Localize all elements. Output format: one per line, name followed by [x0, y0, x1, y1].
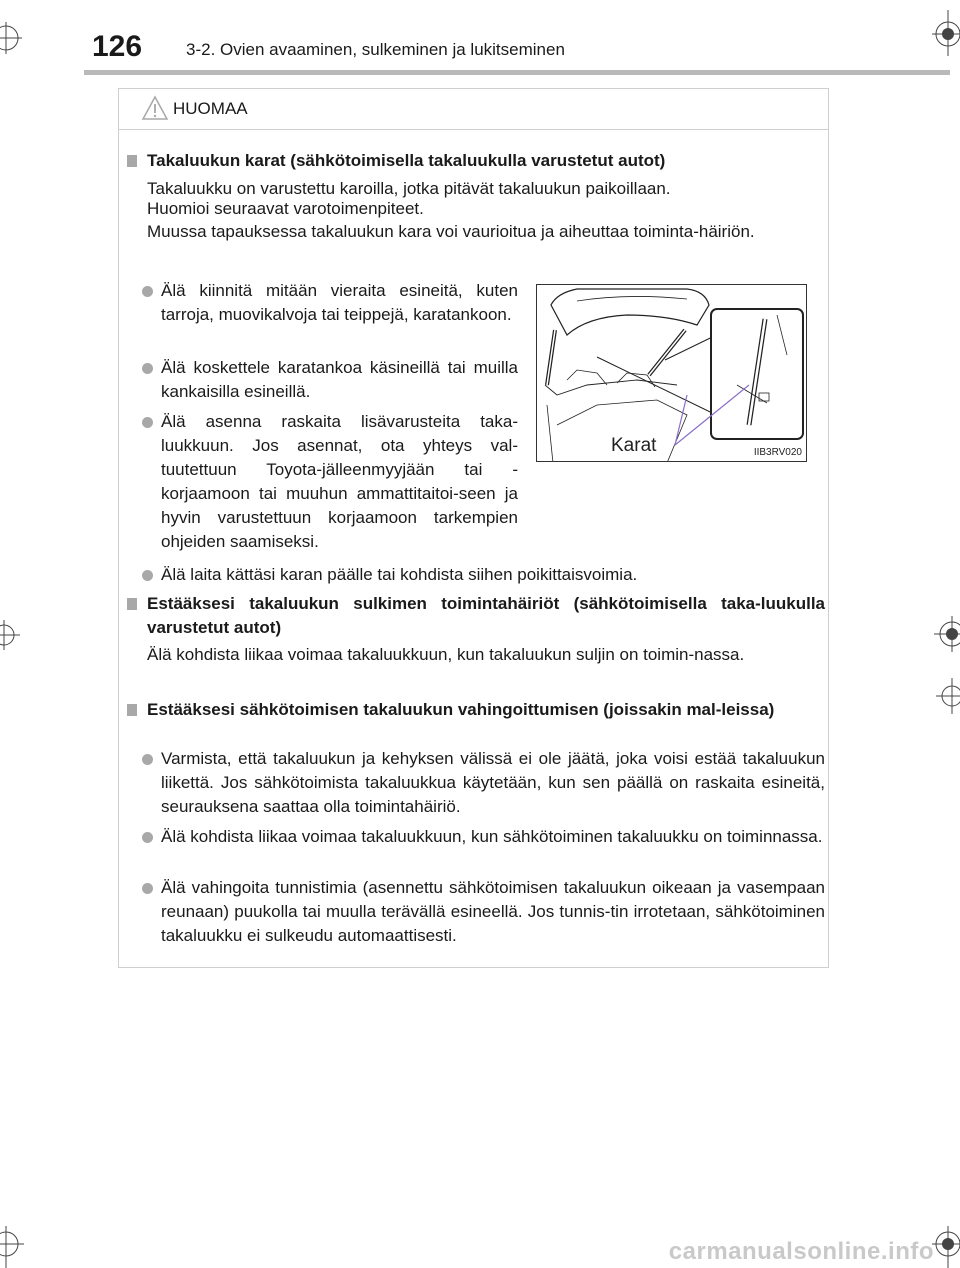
- figure-code: IIB3RV020: [753, 447, 802, 458]
- round-bullet-icon: [142, 754, 153, 765]
- registration-mark-mid-right: [930, 610, 960, 720]
- round-bullet-icon: [142, 883, 153, 894]
- round-bullet-icon: [142, 363, 153, 374]
- square-bullet-icon: [127, 704, 137, 716]
- section-heading: Estääksesi takaluukun sulkimen toimintahäiriöt (sähkötoimisella taka-luukulla varustetut autot): [127, 592, 825, 640]
- list-item: Varmista, että takaluukun ja kehyksen välissä ei ole jäätä, joka voisi estää takaluukun liikettä. Jos sähkötoimista takaluukkua käytetään, kun sen päällä on raskaita esineitä, seurauksena saattaa olla toimintahäiriö.: [142, 747, 825, 819]
- notice-header: [119, 89, 828, 130]
- watermark: carmanualsonline.info: [668, 1238, 934, 1265]
- paragraph: Takaluukku on varustettu karoilla, jotka pitävät takaluukun paikoillaan.: [147, 179, 671, 198]
- figure-label: Karat: [611, 435, 657, 456]
- round-bullet-icon: [142, 832, 153, 843]
- list-item: Älä kiinnitä mitään vieraita esineitä, kuten tarroja, muovikalvoja tai teippejä, karatankoon.: [142, 279, 518, 327]
- list-item: Älä koskettele karatankoa käsineillä tai muilla kankaisilla esineillä.: [142, 356, 518, 404]
- list-item: Älä vahingoita tunnistimia (asennettu sähkötoimisen takaluukun oikeaan ja vasempaan reunaan) puukolla tai muulla terävällä esineellä. Jos tunnis-tin irrotetaan, sähkötoiminen takaluukku ei sulkeudu automaattisesti.: [142, 876, 825, 948]
- warning-triangle-icon: [141, 95, 169, 121]
- round-bullet-icon: [142, 286, 153, 297]
- paragraph: Muussa tapauksessa takaluukun kara voi vaurioitua ja aiheuttaa toiminta-häiriön.: [147, 222, 755, 241]
- list-item: Älä laita kättäsi karan päälle tai kohdista siihen poikittaisvoimia.: [142, 563, 825, 587]
- page-number: 126: [92, 30, 143, 63]
- section-heading: Takaluukun karat (sähkötoimisella takaluukulla varustetut autot): [127, 149, 825, 173]
- round-bullet-icon: [142, 570, 153, 581]
- notice-title: HUOMAA: [173, 99, 248, 118]
- registration-mark-bottom-left: [0, 1222, 30, 1268]
- liftgate-drawing: [537, 285, 807, 462]
- registration-mark-top-right: [928, 10, 960, 56]
- registration-mark-mid-left: [0, 620, 22, 650]
- square-bullet-icon: [127, 155, 137, 167]
- paragraph: Älä kohdista liikaa voimaa takaluukkuun, kun takaluukun suljin on toimin-nassa.: [147, 645, 745, 664]
- list-item: Älä kohdista liikaa voimaa takaluukkuun, kun sähkötoiminen takaluukku on toiminnassa.: [142, 825, 825, 849]
- square-bullet-icon: [127, 598, 137, 610]
- liftgate-strut-illustration: [536, 284, 807, 462]
- section-heading: Estääksesi sähkötoimisen takaluukun vahingoittumisen (joissakin mal-leissa): [127, 698, 825, 722]
- notice-box: [118, 88, 829, 968]
- header-rule: [84, 70, 950, 75]
- list-item: Älä asenna raskaita lisävarusteita taka-luukkuun. Jos asennat, ota yhteys val-tuutettuun Toyota-jälleenmyyjään tai -korjaamoon tai muuhun ammattitaitoi-seen ja hyvin varustettuun korjaamoon tarkempien ohjeiden saamiseksi.: [142, 410, 518, 554]
- chapter-title: 3-2. Ovien avaaminen, sulkeminen ja lukitseminen: [186, 40, 565, 59]
- registration-mark-top-left: [0, 18, 30, 58]
- paragraph: Huomioi seuraavat varotoimenpiteet.: [147, 199, 424, 218]
- round-bullet-icon: [142, 417, 153, 428]
